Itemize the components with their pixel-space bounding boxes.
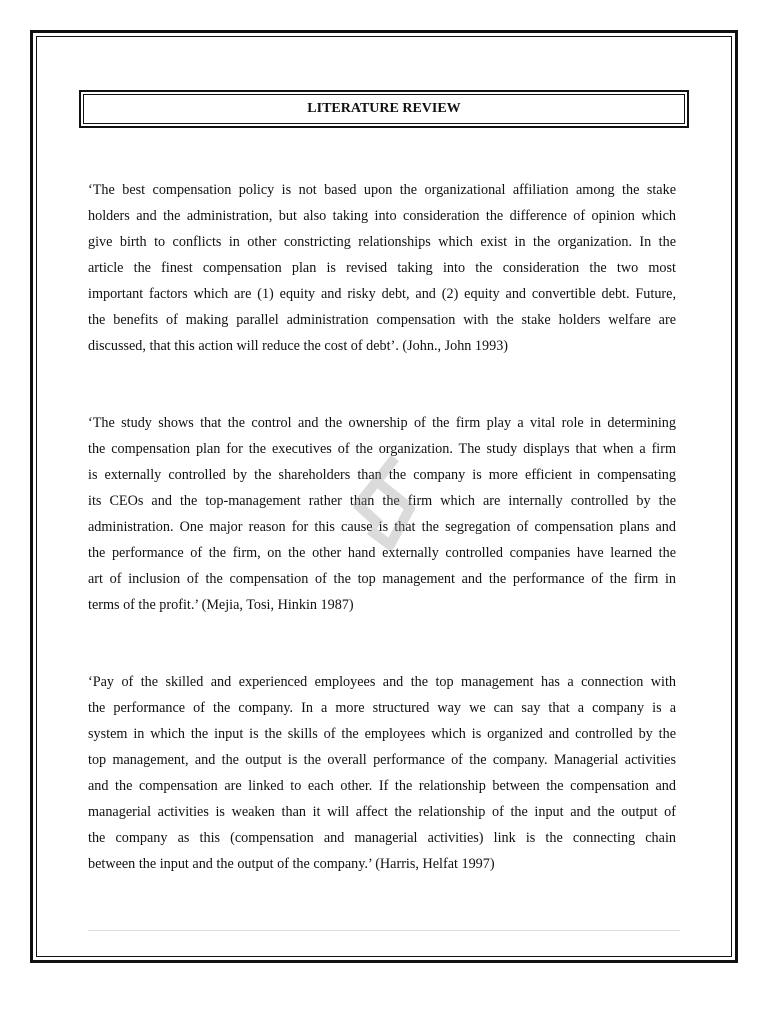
text-line: give birth to conflicts in other constricting relationships which exist in the organization. In the [88, 234, 676, 250]
text-line: top management, and the output is the overall performance of the company. Managerial activities [88, 752, 676, 768]
text-line: its CEOs and the top-management rather than the firm which are internally controlled by the [88, 493, 676, 509]
text-line: ‘The study shows that the control and the ownership of the firm play a vital role in determining [88, 415, 676, 431]
text-line: ‘Pay of the skilled and experienced employees and the top management has a connection with [88, 674, 676, 690]
text-line: is externally controlled by the shareholders than the company is more efficient in compensating [88, 467, 676, 483]
text-line: the performance of the company. In a more structured way we can say that a company is a [88, 700, 676, 716]
text-line: administration. One major reason for this cause is that the segregation of compensation plans and [88, 519, 676, 535]
text-line: ‘The best compensation policy is not based upon the organizational affiliation among the stake [88, 182, 676, 198]
text-line: holders and the administration, but also taking into consideration the difference of opinion which [88, 208, 676, 224]
text-line: terms of the profit.’ (Mejia, Tosi, Hinkin 1987) [88, 597, 354, 613]
text-line: system in which the input is the skills of the employees which is organized and controlled by the [88, 726, 676, 742]
text-line: managerial activities is weaken than it will affect the relationship of the input and the output of [88, 804, 676, 820]
text-line: discussed, that this action will reduce the cost of debt’. (John., John 1993) [88, 338, 509, 354]
text-line: the company as this (compensation and managerial activities) link is the connecting chain [88, 830, 676, 846]
text-line: important factors which are (1) equity and risky debt, and (2) equity and convertible debt. Future, [88, 286, 676, 302]
text-line: art of inclusion of the compensation of the top management and the performance of the firm in [88, 571, 676, 587]
text-line: the performance of the firm, on the other hand externally controlled companies have learned the [88, 545, 676, 561]
footer-rule [88, 930, 680, 931]
text-line: and the compensation are linked to each other. If the relationship between the compensation and [88, 778, 676, 794]
paragraph-1 [88, 177, 676, 359]
title-box [79, 90, 689, 128]
text-line: the compensation plan for the executives of the organization. The study displays that when a firm [88, 441, 676, 457]
text-line: the benefits of making parallel administration compensation with the stake holders welfare are [88, 312, 676, 328]
text-line: article the finest compensation plan is revised taking into the consideration the two most [88, 260, 676, 276]
text-line: between the input and the output of the company.’ (Harris, Helfat 1997) [88, 856, 495, 872]
watermark-logo [340, 450, 430, 560]
page-title: LITERATURE REVIEW [83, 94, 685, 124]
paragraph-3 [88, 669, 676, 877]
